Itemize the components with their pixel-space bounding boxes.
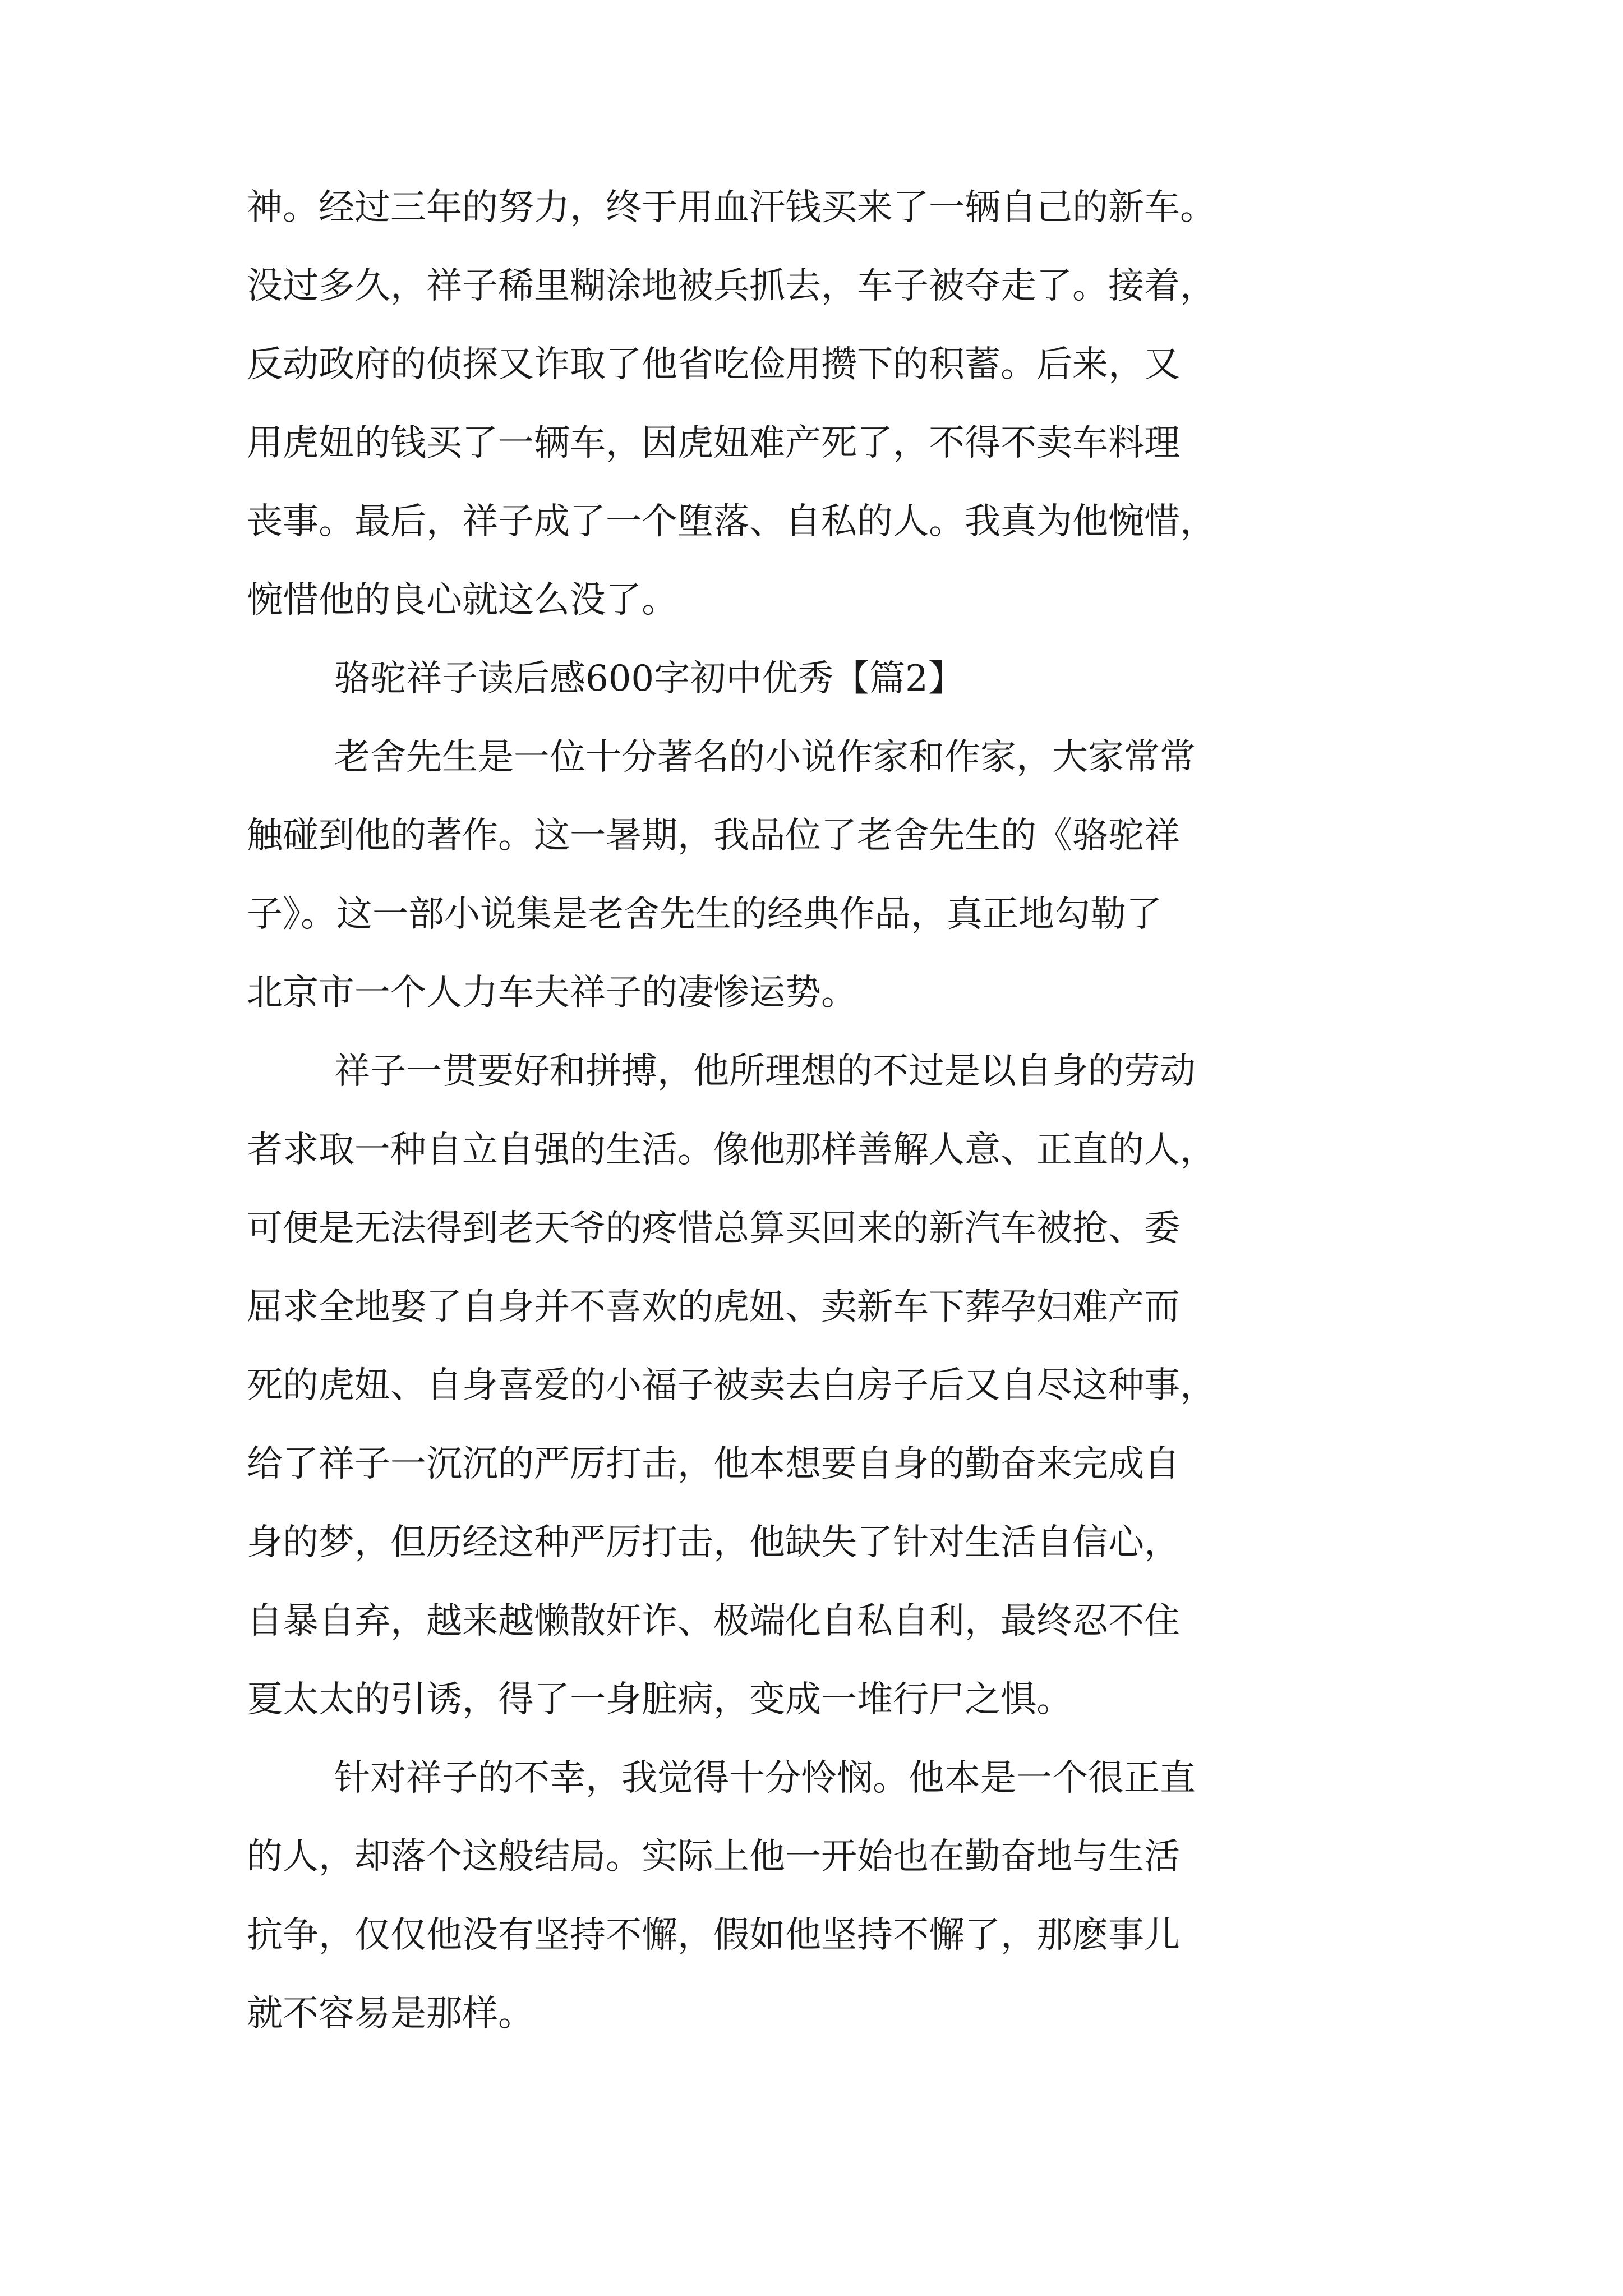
paragraph-1-line-6: 惋惜他的良心就这么没了。 [247,579,677,621]
paragraph-1-line-4: 用虎妞的钱买了一辆车，因虎妞难产死了，不得不卖车料理 [247,422,1180,464]
paragraph-3-line-7: 身的梦，但历经这种严厉打击，他缺失了针对生活自信心， [247,1522,1180,1563]
paragraph-2-line-3: 子》。这一部小说集是老舍先生的经典作品，真正地勾勒了 [247,894,1162,935]
paragraph-3-line-8: 自暴自弃，越来越懒散奸诈、极端化自私自利，最终忍不住 [247,1600,1180,1642]
paragraph-1-line-3: 反动政府的侦探又诈取了他省吃俭用攒下的积蓄。后来，又 [247,344,1180,385]
paragraph-3-line-2: 者求取一种自立自强的生活。像他那样善解人意、正直的人， [247,1129,1216,1171]
paragraph-1-line-2: 没过多久，祥子稀里糊涂地被兵抓去，车子被夺走了。接着， [247,265,1216,307]
paragraph-3-line-5: 死的虎妞、自身喜爱的小福子被卖去白房子后又自尽这种事， [247,1365,1216,1406]
paragraph-3-line-6: 给了祥子一沉沉的严厉打击，他本想要自身的勤奋来完成自 [247,1443,1180,1485]
paragraph-3-line-4: 屈求全地娶了自身并不喜欢的虎妞、卖新车下葬孕妇难产而 [247,1286,1180,1328]
paragraph-4-line-3: 抗争，仅仅他没有坚持不懈，假如他坚持不懈了，那麽事儿 [247,1915,1180,1956]
paragraph-4-line-4: 就不容易是那样。 [247,1993,534,2035]
paragraph-4-line-1: 针对祥子的不幸，我觉得十分怜悯。他本是一个很正直 [334,1757,1196,1799]
paragraph-3-line-9: 夏太太的引诱，得了一身脏病，变成一堆行尸之惧。 [247,1679,1072,1720]
paragraph-3-line-1: 祥子一贯要好和拼搏，他所理想的不过是以自身的劳动 [334,1051,1196,1092]
section-title: 骆驼祥子读后感600字初中优秀【篇2】 [334,658,964,700]
paragraph-2-line-4: 北京市一个人力车夫祥子的凄惨运势。 [247,972,857,1014]
paragraph-3-line-3: 可便是无法得到老天爷的疼惜总算买回来的新汽车被抢、委 [247,1208,1180,1249]
paragraph-2-line-2: 触碰到他的著作。这一暑期，我品位了老舍先生的《骆驼祥 [247,815,1180,857]
paragraph-1-line-5: 丧事。最后，祥子成了一个堕落、自私的人。我真为他惋惜， [247,501,1216,542]
paragraph-1-line-1: 神。经过三年的努力，终于用血汗钱买来了一辆自己的新车。 [247,187,1216,228]
paragraph-4-line-2: 的人，却落个这般结局。实际上他一开始也在勤奋地与生活 [247,1836,1180,1878]
paragraph-2-line-1: 老舍先生是一位十分著名的小说作家和作家，大家常常 [334,737,1196,778]
